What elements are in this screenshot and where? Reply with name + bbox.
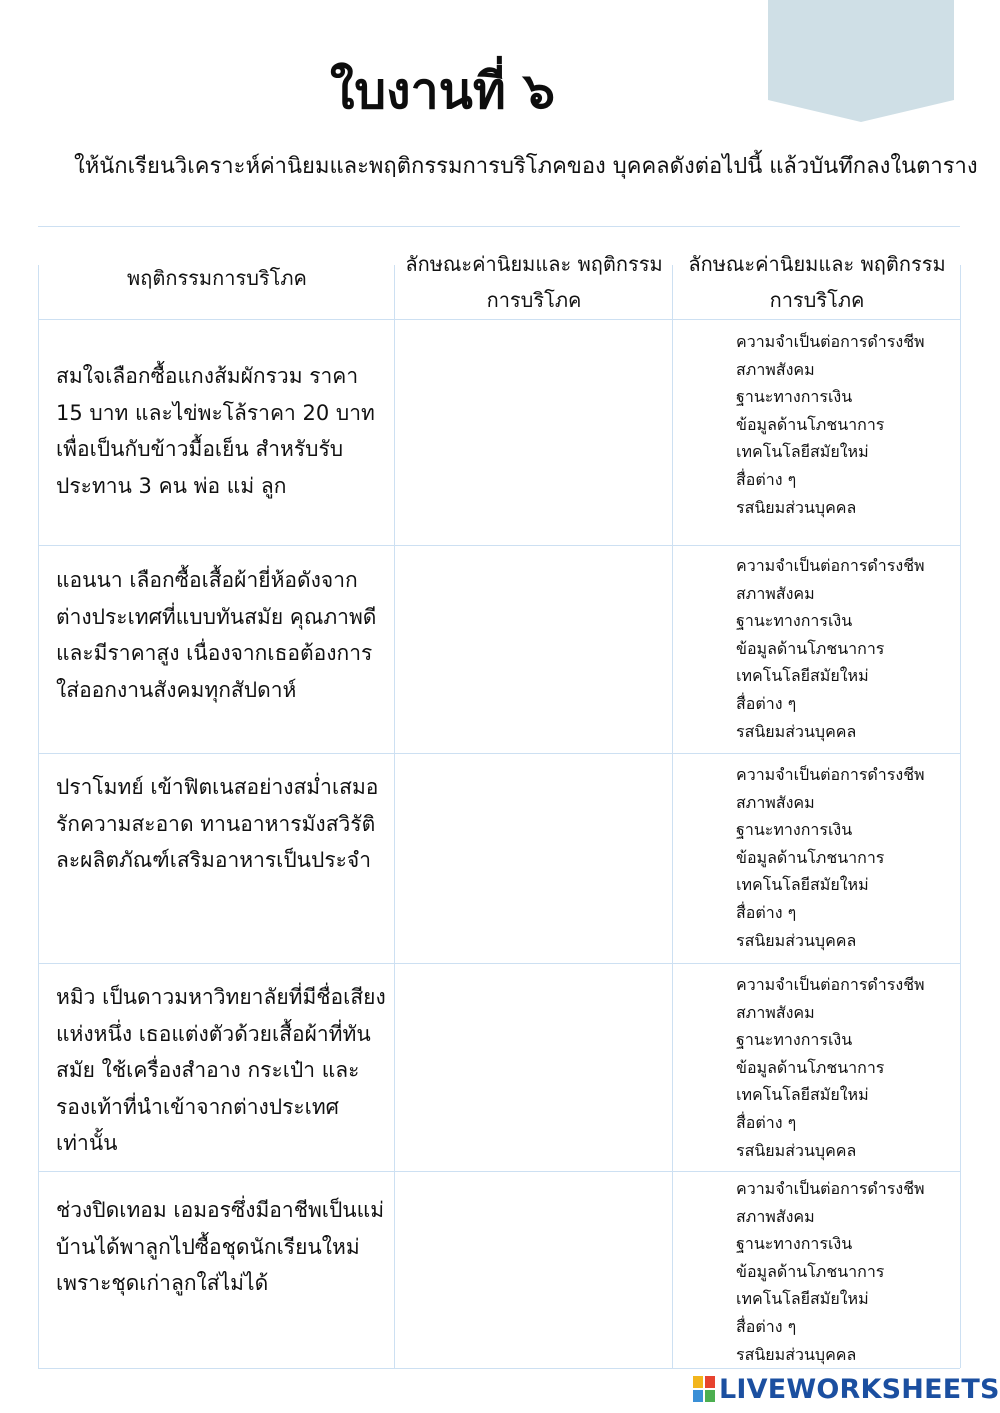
behavior-text-4: หมิว เป็นดาวมหาวิทยาลัยที่มีชื่อเสียงแห่งหนึ่ง เธอแต่งตัวด้วยเสื้อผ้าที่ทันสมัย ใช้เครื่องสำอาง กระเป๋า และรองเท้าที่นำเข้าจากต่างประเทศเท่านั้น [56,985,386,1155]
option-item: เทคโนโลยีสมัยใหม่ [736,1289,869,1309]
column-divider [38,265,39,1368]
options-list-1 [736,328,960,521]
option-item: ฐานะทางการเงิน [736,1030,853,1050]
page-title: ใบงานที่ ๖ [330,62,555,120]
option-item: ข้อมูลด้านโภชนาการ [736,1057,885,1077]
option-item: เทคโนโลยีสมัยใหม่ [736,875,869,895]
option-item: รสนิยมส่วนบุคคล [736,721,857,741]
behavior-text-1: สมใจเลือกซื้อแกงส้มผักรวม ราคา 15 บาท และไข่พะโล้ราคา 20 บาท เพื่อเป็นกับข้าวมื้อเย็น สำหรับรับประทาน 3 คน พ่อ แม่ ลูก [56,364,375,498]
column-divider [394,265,395,1368]
options-list-5 [736,1175,960,1368]
column-divider [672,265,673,1368]
behavior-text-5: ช่วงปิดเทอม เอมอรซึ่งมีอาชีพเป็นแม่บ้านได้พาลูกไปซื้อชุดนักเรียนใหม่ เพราะชุดเก่าลูกใส่ไม่ได้ [56,1198,385,1295]
option-item: สภาพสังคม [736,792,815,812]
option-item: สื่อต่าง ๆ [736,469,797,489]
behavior-text-2: แอนนา เลือกซื้อเสื้อผ้ายี่ห้อดังจากต่างประเทศที่แบบทันสมัย คุณภาพดี และมีราคาสูง เนื่องจากเธอต้องการใส่ออกงานสังคมทุกสัปดาห์ [56,568,377,702]
option-item: สื่อต่าง ๆ [736,1316,797,1336]
corner-ribbon [768,0,954,122]
option-item: สื่อต่าง ๆ [736,902,797,922]
option-item: รสนิยมส่วนบุคคล [736,1344,857,1364]
option-item: ฐานะทางการเงิน [736,611,853,631]
option-item: ความจำเป็นต่อการดำรงชีพ [736,332,925,351]
table-top-border [38,226,960,227]
option-item: ความจำเป็นต่อการดำรงชีพ [736,975,925,994]
header-bottom-border [38,319,960,320]
option-item: สื่อต่าง ๆ [736,693,797,713]
option-item: ฐานะทางการเงิน [736,820,853,840]
option-item: ฐานะทางการเงิน [736,1234,853,1254]
header-behavior: พฤติกรรมการบริโภค [127,266,307,290]
option-item: สภาพสังคม [736,359,815,379]
option-item: ความจำเป็นต่อการดำรงชีพ [736,765,925,784]
options-list-3 [736,761,960,954]
option-item: สภาพสังคม [736,1206,815,1226]
option-item: ข้อมูลด้านโภชนาการ [736,1261,885,1281]
liveworksheets-logo-icon [693,1376,715,1402]
behavior-text-3: ปราโมทย์ เข้าฟิตเนสอย่างสม่ำเสมอ รักความสะอาด ทานอาหารมังสวิรัติ ละผลิตภัณฑ์เสริมอาหารเป็นประจำ [56,775,379,872]
option-item: รสนิยมส่วนบุคคล [736,1140,857,1160]
option-item: ข้อมูลด้านโภชนาการ [736,638,885,658]
row-divider [38,1171,960,1172]
row-divider [38,753,960,754]
brand-name: LIVEWORKSHEETS [719,1373,1000,1405]
option-item: ข้อมูลด้านโภชนาการ [736,414,885,434]
column-divider [960,265,961,1368]
options-list-2 [736,552,960,745]
option-item: สภาพสังคม [736,583,815,603]
option-item: สื่อต่าง ๆ [736,1112,797,1132]
row-divider [38,545,960,546]
option-item: ข้อมูลด้านโภชนาการ [736,847,885,867]
option-item: ความจำเป็นต่อการดำรงชีพ [736,1179,925,1198]
option-item: ฐานะทางการเงิน [736,387,853,407]
option-item: เทคโนโลยีสมัยใหม่ [736,666,869,686]
option-item: เทคโนโลยีสมัยใหม่ [736,1085,869,1105]
option-item: เทคโนโลยีสมัยใหม่ [736,442,869,462]
option-item: รสนิยมส่วนบุคคล [736,930,857,950]
option-item: รสนิยมส่วนบุคคล [736,497,857,517]
row-divider [38,963,960,964]
option-item: สภาพสังคม [736,1002,815,1022]
instruction-text: ให้นักเรียนวิเคราะห์ค่านิยมและพฤติกรรมการบริโภคของ บุคคลดังต่อไปนี้ แล้วบันทึกลงในตาราง [74,154,978,179]
header-values-2: ลักษณะค่านิยมและ พฤติกรรมการบริโภค [688,252,946,312]
options-list-4 [736,971,960,1164]
liveworksheets-logo [693,1374,1000,1404]
header-values-1: ลักษณะค่านิยมและ พฤติกรรมการบริโภค [405,252,663,312]
option-item: ความจำเป็นต่อการดำรงชีพ [736,556,925,575]
